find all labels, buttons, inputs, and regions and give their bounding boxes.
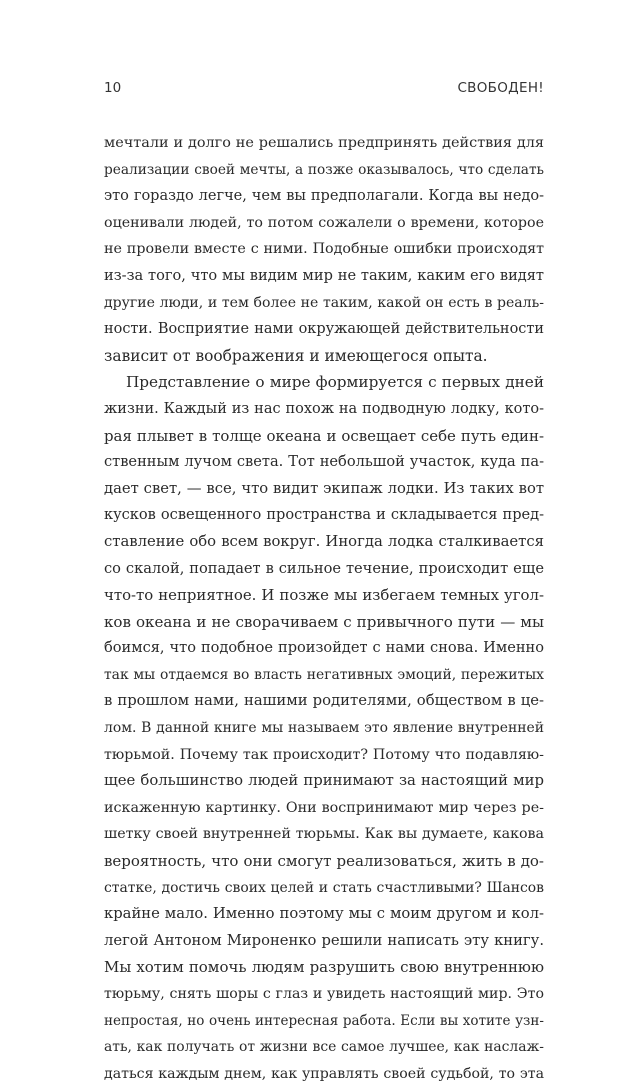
text-line: не провели вместе с ними. Подобные ошибки происходят xyxy=(104,241,544,258)
running-title: СВОБОДЕН! xyxy=(457,80,544,96)
text-line: другие люди, и тем более не таким, какой он есть в реаль- xyxy=(104,294,544,311)
text-line: рая плывет в толще океана и освещает себе путь един- xyxy=(104,426,544,445)
text-line: шетку своей внутренней тюрьмы. Как вы думаете, какова xyxy=(104,826,544,843)
text-line: лом. В данной книге мы называем это явление внутренней xyxy=(104,720,544,737)
text-line: дает свет, — все, что видит экипаж лодки. Из таких вот xyxy=(104,479,544,497)
text-line: так мы отдаемся во власть негативных эмоций, пережитых xyxy=(104,666,544,683)
text-line: легой Антоном Мироненко решили написать эту книгу. xyxy=(104,931,544,949)
text-line: реализации своей мечты, а позже оказывалось, что сделать xyxy=(104,161,544,178)
page-number: 10 xyxy=(104,80,122,96)
text-line: это гораздо легче, чем вы предполагали. Когда вы недо- xyxy=(104,188,544,205)
text-line: оценивали людей, то потом сожалели о времени, которое xyxy=(104,214,544,231)
text-line: статке, достичь своих целей и стать счастливыми? Шансов xyxy=(104,879,544,896)
text-line: со скалой, попадает в сильное течение, происходит еще xyxy=(104,559,544,577)
text-line: тюрьмой. Почему так происходит? Потому что подавляю- xyxy=(104,746,544,763)
text-line: ственным лучом света. Тот небольшой участок, куда па- xyxy=(104,453,544,471)
text-line: боимся, что подобное произойдет с нами снова. Именно xyxy=(104,639,544,657)
paragraph-start-line: Представление о мире формируется с первых дней xyxy=(126,373,544,392)
text-line: даться каждым днем, как управлять своей судьбой, то эта xyxy=(104,1065,544,1082)
text-line: крайне мало. Именно поэтому мы с моим другом и кол- xyxy=(104,905,544,923)
text-line: из-за того, что мы видим мир не таким, каким его видят xyxy=(104,266,544,284)
paragraph-end-line: зависит от воображения и имеющегося опыта. xyxy=(104,346,488,365)
page-header xyxy=(104,80,544,100)
text-line: мечтали и долго не решались предпринять действия для xyxy=(104,135,544,151)
text-line: ставление обо всем вокруг. Иногда лодка сталкивается xyxy=(104,532,544,550)
text-line: что-то неприятное. И позже мы избегаем темных угол- xyxy=(104,586,544,605)
text-line: ности. Восприятие нами окружающей действительности xyxy=(104,321,544,338)
text-line: кусков освещенного пространства и складывается пред- xyxy=(104,506,544,524)
text-line: ков океана и не сворачиваем с привычного пути — мы xyxy=(104,612,544,631)
body-text xyxy=(104,130,544,1087)
text-line: в прошлом нами, нашими родителями, обществом в це- xyxy=(104,692,544,710)
text-line: Мы хотим помочь людям разрушить свою внутреннюю xyxy=(104,958,544,977)
text-line: ать, как получать от жизни все самое лучшее, как наслаж- xyxy=(104,1039,544,1056)
text-line: искаженную картинку. Они воспринимают мир через ре- xyxy=(104,799,544,816)
text-line: вероятность, что они смогут реализоваться, жить в до- xyxy=(104,852,544,871)
text-line: непростая, но очень интересная работа. Если вы хотите узн- xyxy=(104,1012,544,1029)
text-line: жизни. Каждый из нас похож на подводную лодку, кото- xyxy=(104,400,544,417)
text-line: щее большинство людей принимают за настоящий мир xyxy=(104,772,544,790)
text-line: тюрьму, снять шоры с глаз и увидеть настоящий мир. Это xyxy=(104,986,544,1002)
